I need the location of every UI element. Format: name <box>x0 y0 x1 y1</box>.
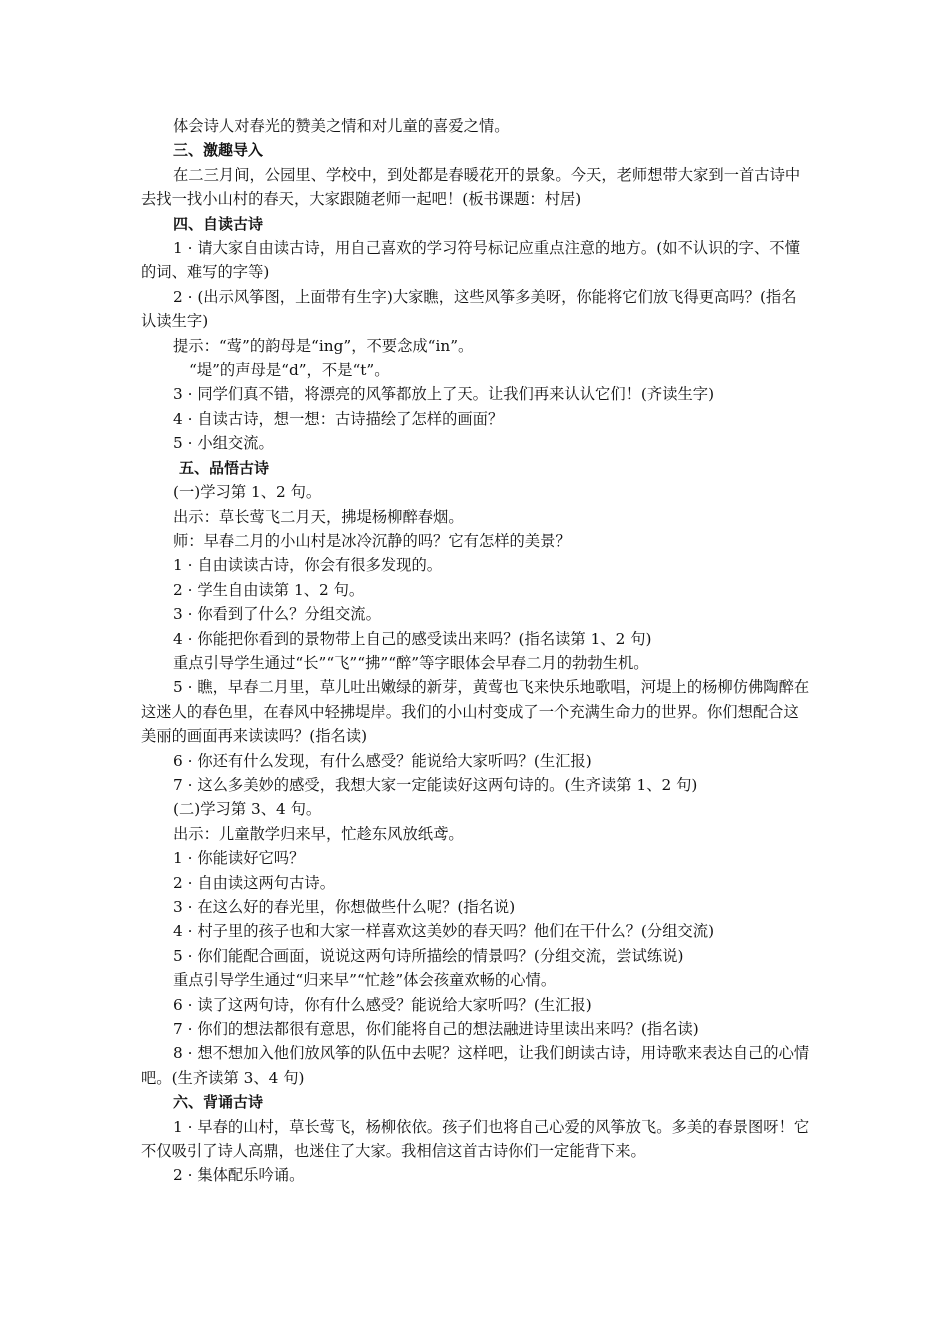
paragraph: “堤”的声母是“d”，不是“t”。 <box>189 361 390 380</box>
paragraph: 6 · 读了这两句诗，你有什么感受？能说给大家听吗？(生汇报) <box>173 995 592 1014</box>
paragraph: 在二三月间，公园里、学校中，到处都是春暖花开的景象。今天，老师想带大家到一首古诗中去找一找小山村的春天，大家跟随老师一起吧！(板书课题：村居) <box>141 165 801 209</box>
paragraph: 师：早春二月的小山村是冰冷沉静的吗？它有怎样的美景？ <box>173 531 571 550</box>
paragraph: 1 · 自由读读古诗，你会有很多发现的。 <box>173 556 443 575</box>
paragraph: 重点引导学生通过“长”“飞”“拂”“醉”等字眼体会早春二月的勃勃生机。 <box>173 653 649 672</box>
paragraph: 7 · 这么多美妙的感受，我想大家一定能读好这两句诗的。(生齐读第 1、2 句) <box>173 775 698 794</box>
paragraph: 1 · 早春的山村，草长莺飞，杨柳依依。孩子们也将自己心爱的风筝放飞。多美的春景图呀！它不仅吸引了诗人高鼎，也迷住了大家。我相信这首古诗你们一定能背下来。 <box>141 1117 810 1161</box>
paragraph: 3 · 在这么好的春光里，你想做些什么呢？(指名说) <box>173 898 516 916</box>
paragraph: 5 · 小组交流。 <box>173 434 274 453</box>
paragraph: 4 · 自读古诗，想一想：古诗描绘了怎样的画面？ <box>173 409 504 428</box>
paragraph: 1 · 请大家自由读古诗，用自己喜欢的学习符号标记应重点注意的地方。(如不认识的字、不懂的词、难写的字等) <box>141 239 800 282</box>
paragraph: 6 · 你还有什么发现，有什么感受？能说给大家听吗？(生汇报) <box>173 751 592 770</box>
paragraph: 出示：儿童散学归来早，忙趁东风放纸鸢。 <box>173 824 464 843</box>
paragraph: 2 · 自由读这两句古诗。 <box>173 873 335 892</box>
paragraph: 4 · 村子里的孩子也和大家一样喜欢这美妙的春天吗？他们在干什么？(分组交流) <box>173 922 715 941</box>
paragraph: 7 · 你们的想法都很有意思，你们能将自己的想法融进诗里读出来吗？(指名读) <box>173 1020 699 1039</box>
paragraph: 体会诗人对春光的赞美之情和对儿童的喜爱之情。 <box>173 117 510 135</box>
section-heading: 四、自读古诗 <box>173 214 264 233</box>
paragraph: 1 · 你能读好它吗？ <box>173 849 305 868</box>
paragraph: 2 · 学生自由读第 1、2 句。 <box>173 580 365 599</box>
paragraph: 提示：“莺”的韵母是“ing”，不要念成“in”。 <box>173 336 474 355</box>
paragraph: 5 · 瞧，早春二月里，草儿吐出嫩绿的新芽，黄莺也飞来快乐地歌唱，河堤上的杨柳仿佛陶醉在这迷人的春色里，在春风中轻拂堤岸。我们的小山村变成了一个充满生命力的世界。你们想配合这美丽的画面再来读读吗？(指名读) <box>141 678 810 746</box>
paragraph: 重点引导学生通过“归来早”“忙趁”体会孩童欢畅的心情。 <box>173 971 557 990</box>
paragraph: 3 · 你看到了什么？分组交流。 <box>173 605 381 624</box>
section-heading: 六、背诵古诗 <box>173 1093 264 1112</box>
section-heading: 三、激趣导入 <box>173 141 264 160</box>
paragraph: 出示：草长莺飞二月天，拂堤杨柳醉春烟。 <box>173 507 464 526</box>
document-body <box>141 114 811 1188</box>
paragraph: 4 · 你能把你看到的景物带上自己的感受读出来吗？(指名读第 1、2 句) <box>173 629 652 648</box>
paragraph: 2 · (出示风筝图，上面带有生字)大家瞧，这些风筝多美呀，你能将它们放飞得更高吗？(指名认读生字) <box>141 287 797 331</box>
paragraph: 8 · 想不想加入他们放风筝的队伍中去呢？这样吧，让我们朗读古诗，用诗歌来表达自己的心情吧。(生齐读第 3、4 句) <box>141 1044 810 1087</box>
section-heading: 五、品悟古诗 <box>179 458 270 477</box>
paragraph: (一)学习第 1、2 句。 <box>173 483 322 502</box>
paragraph: 3 · 同学们真不错，将漂亮的风筝都放上了天。让我们再来认认它们！(齐读生字) <box>173 385 715 404</box>
paragraph: (二)学习第 3、4 句。 <box>173 800 322 819</box>
paragraph: 2 · 集体配乐吟诵。 <box>173 1166 305 1185</box>
paragraph: 5 · 你们能配合画面，说说这两句诗所描绘的情景吗？(分组交流，尝试练说) <box>173 946 684 965</box>
